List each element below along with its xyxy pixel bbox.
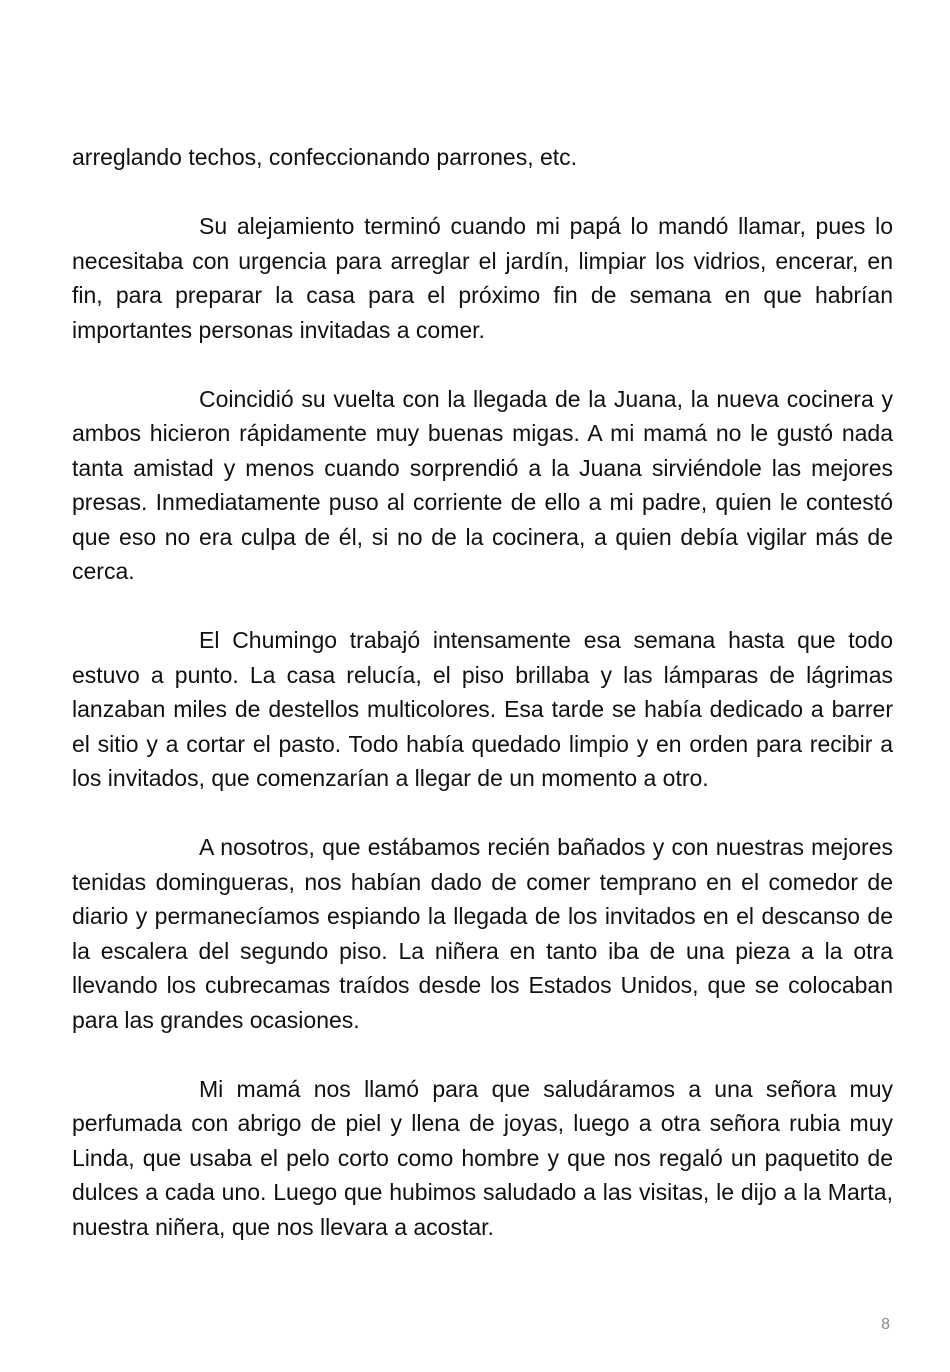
paragraph: El Chumingo trabajó intensamente esa semana hasta que todo estuvo a punto. La casa relucía, el piso brillaba y las lámparas de lágrimas lanzaban miles de destellos multicolores. Esa tarde se había dedicado a barrer el sitio y a cortar el pasto. Todo había quedado limpio y en orden para recibir a los invitados, que comenzarían a llegar de un momento a otro. (72, 627, 893, 791)
body-text (72, 140, 893, 1244)
paragraph-continuation: arreglando techos, confeccionando parrones, etc. (72, 144, 578, 170)
page-number: 8 (881, 1316, 890, 1333)
paragraph: Mi mamá nos llamó para que saludáramos a una señora muy perfumada con abrigo de piel y llena de joyas, luego a otra señora rubia muy Linda, que usaba el pelo corto como hombre y que nos regaló un paquetito de dulces a cada uno. Luego que hubimos saludado a las visitas, le dijo a la Marta, nuestra niñera, que nos llevara a acostar. (72, 1075, 893, 1240)
paragraph: A nosotros, que estábamos recién bañados y con nuestras mejores tenidas domingueras, nos habían dado de comer temprano en el comedor de diario y permanecíamos espiando la llegada de los invitados en el descanso de la escalera del segundo piso. La niñera en tanto iba de una pieza a la otra llevando los cubrecamas traídos desde los Estados Unidos, que se colocaban para las grandes ocasiones. (72, 834, 893, 1033)
paragraph: Coincidió su vuelta con la llegada de la Juana, la nueva cocinera y ambos hicieron rápidamente muy buenas migas. A mi mamá no le gustó nada tanta amistad y menos cuando sorprendió a la Juana sirviéndole las mejores presas. Inmediatamente puso al corriente de ello a mi padre, quien le contestó que eso no era culpa de él, si no de la cocinera, a quien debía vigilar más de cerca. (72, 385, 893, 584)
paragraph: Su alejamiento terminó cuando mi papá lo mandó llamar, pues lo necesitaba con urgencia para arreglar el jardín, limpiar los vidrios, encerar, en fin, para preparar la casa para el próximo fin de semana en que habrían importantes personas invitadas a comer. (72, 213, 893, 343)
